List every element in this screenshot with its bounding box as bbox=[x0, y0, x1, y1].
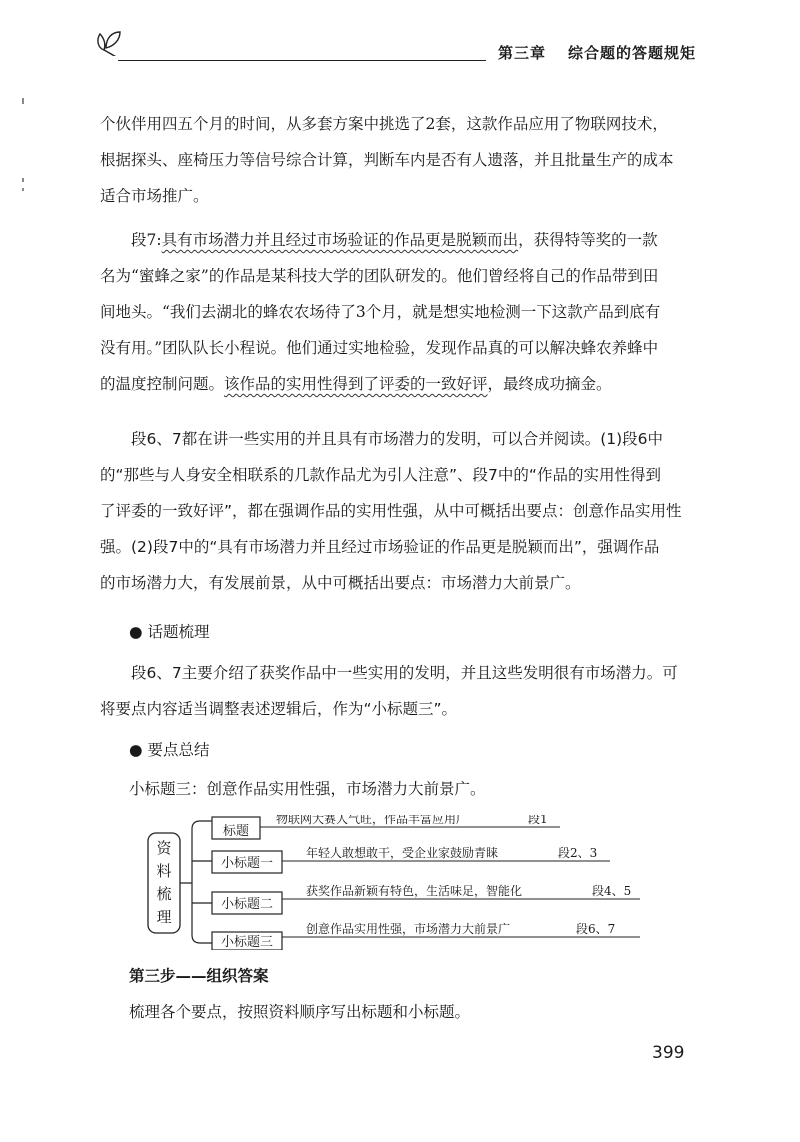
text-line: 了评委的一致好评”，都在强调作品的实用性强，从中可概括出要点：创意作品实用性 bbox=[100, 502, 682, 520]
text-line: 没有用。”团队队长小程说。他们通过实地检验，发现作品真的可以解决蜂农养蜂中 bbox=[100, 339, 659, 357]
topic-paragraph bbox=[100, 655, 700, 727]
node-label: 标题 bbox=[222, 824, 250, 839]
node-ref: 段6、7 bbox=[576, 922, 616, 936]
paragraph-continued bbox=[100, 106, 700, 214]
step-heading: 第三步——组织答案 bbox=[129, 967, 269, 985]
text-line: 名为“蜜蜂之家”的作品是某科技大学的团队研发的。他们曾经将自己的作品带到田 bbox=[100, 267, 659, 285]
text-line bbox=[100, 366, 700, 402]
node-content: 年轻人敢想敢干，受企业家鼓励青睐 bbox=[306, 846, 499, 860]
node-label: 小标题一 bbox=[220, 856, 274, 871]
text-line: 的“那些与人身安全相联系的几款作品尤为引人注意”、段7中的“作品的实用性得到 bbox=[100, 466, 661, 484]
node-ref: 段1 bbox=[528, 815, 548, 826]
node-content: 获奖作品新颖有特色，生活味足，智能化 bbox=[306, 884, 523, 898]
node-content: 物联网大赛人气旺，作品丰富应用广 bbox=[276, 815, 469, 826]
root-char: 料 bbox=[156, 862, 172, 880]
node-label: 小标题二 bbox=[220, 897, 274, 912]
section-heading-summary: ● 要点总结 bbox=[129, 741, 210, 759]
leaf-ornament-icon bbox=[94, 28, 124, 56]
text-fragment: ，最终成功摘金。 bbox=[487, 375, 612, 393]
margin-mark bbox=[22, 98, 24, 104]
text-line: 段6、7主要介绍了获奖作品中一些实用的发明，并且这些发明很有市场潜力。可 bbox=[131, 664, 678, 682]
text-line: 将要点内容适当调整表述逻辑后，作为“小标题三”。 bbox=[100, 700, 458, 718]
underlined-key-sentence: 具有市场潜力并且经过市场验证的作品更是脱颖而出 bbox=[161, 231, 519, 249]
page-number: 399 bbox=[652, 1043, 685, 1063]
connector-bracket bbox=[180, 821, 212, 943]
summary-line: 小标题三：创意作品实用性强，市场潜力大前景广。 bbox=[129, 780, 486, 798]
analysis-paragraph bbox=[100, 421, 700, 601]
node-ref: 段4、5 bbox=[592, 884, 632, 898]
node-ref: 段2、3 bbox=[558, 846, 598, 860]
text-line: 适合市场推广。 bbox=[100, 187, 209, 205]
node-label: 小标题三 bbox=[220, 935, 274, 950]
section-heading-topic: ● 话题梳理 bbox=[129, 623, 210, 641]
root-char: 梳 bbox=[156, 885, 172, 903]
paragraph-label: 段7: bbox=[131, 231, 162, 249]
chapter-number: 第三章 bbox=[498, 44, 547, 62]
chapter-title: 综合题的答题规矩 bbox=[568, 44, 697, 62]
text-fragment: 的温度控制问题。 bbox=[100, 375, 225, 393]
running-header bbox=[498, 42, 696, 63]
quoted-paragraph-7 bbox=[100, 222, 700, 402]
margin-mark bbox=[22, 188, 24, 191]
text-line: 间地头。“我们去湖北的蜂农农场待了3个月，就是想实地检测一下这款产品到底有 bbox=[100, 303, 661, 321]
margin-mark bbox=[22, 178, 24, 182]
text-line: 强。(2)段7中的“具有市场潜力并且经过市场验证的作品更是脱颖而出”，强调作品 bbox=[100, 538, 660, 556]
node-content: 创意作品实用性强，市场潜力大前景广 bbox=[306, 922, 511, 936]
underlined-key-sentence: 该作品的实用性得到了评委的一致好评 bbox=[224, 375, 488, 393]
root-char: 资 bbox=[156, 839, 172, 857]
text-line: 根据探头、座椅压力等信号综合计算，判断车内是否有人遗落，并且批量生产的成本 bbox=[100, 151, 674, 169]
outline-diagram-svg bbox=[140, 815, 660, 950]
header-rule bbox=[118, 60, 486, 61]
text-line: 个伙伴用四五个月的时间，从多套方案中挑选了2套，这款作品应用了物联网技术， bbox=[100, 115, 668, 133]
material-outline-diagram bbox=[140, 815, 660, 950]
text-fragment: ，获得特等奖的一款 bbox=[518, 231, 658, 249]
text-line: 的市场潜力大，有发展前景，从中可概括出要点：市场潜力大前景广。 bbox=[100, 574, 581, 592]
text-line: 段6、7都在讲一些实用的并且具有市场潜力的发明，可以合并阅读。(1)段6中 bbox=[131, 430, 664, 448]
final-instruction: 梳理各个要点，按照资料顺序写出标题和小标题。 bbox=[129, 1003, 471, 1021]
text-line bbox=[100, 222, 700, 258]
root-char: 理 bbox=[156, 908, 172, 926]
